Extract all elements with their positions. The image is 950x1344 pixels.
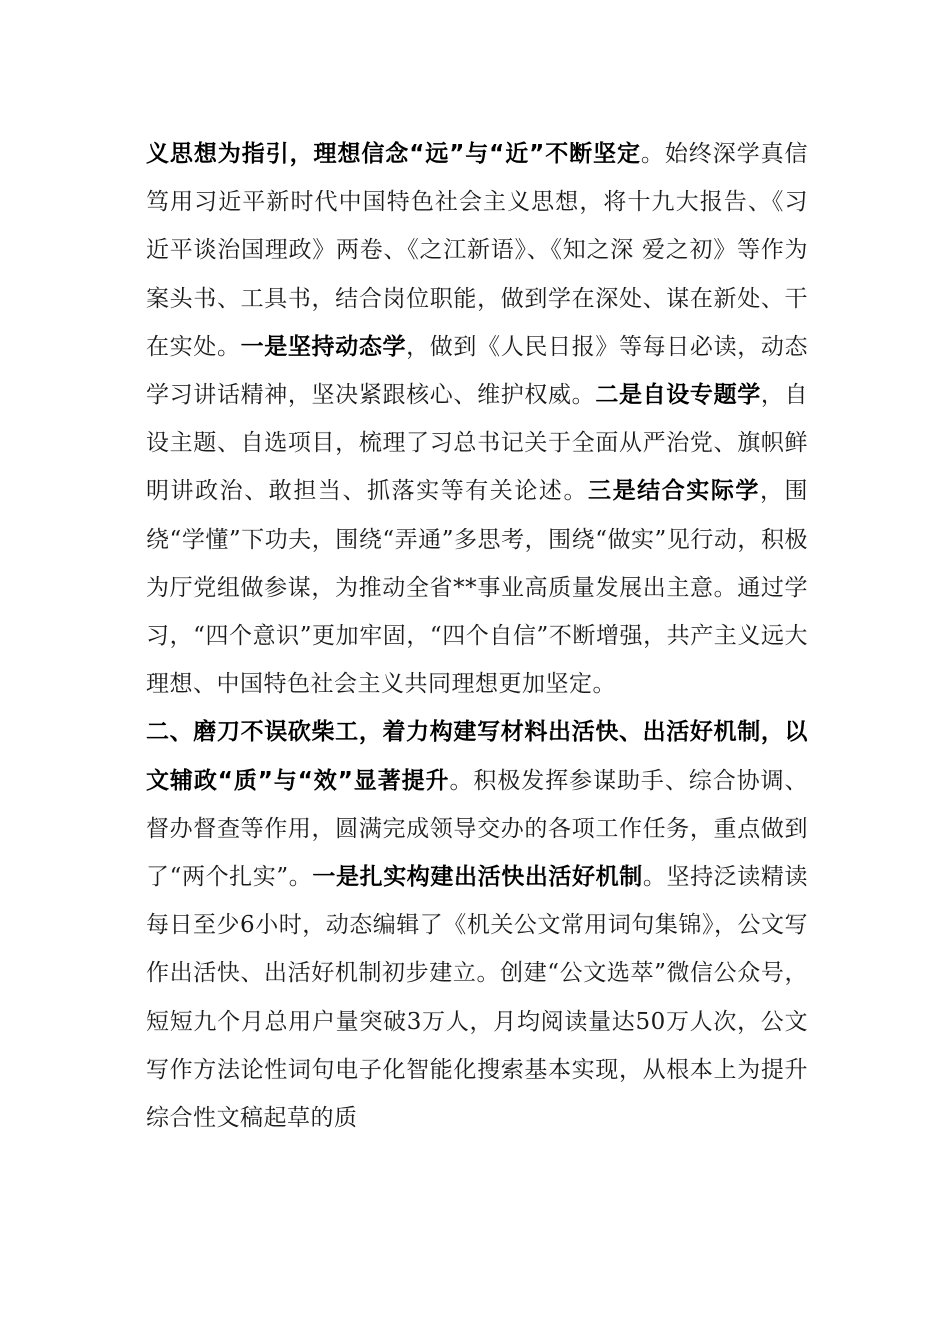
heading-continuation: 义思想为指引，理想信念“远”与“近”不断坚定 [146, 141, 641, 167]
section-2-point-1-title: 一是扎实构建出活快出活好机制 [312, 864, 643, 891]
paragraph-1-intro: 。始终深学真信笃用习近平新时代中国特色社会主义思想，将十九大报告、《习近平谈治国理政》两卷、《之江新语》、《知之深 爱之初》等作为案头书、工具书，结合岗位职能，做到学在深处、谋在新处、干在实处。 [146, 141, 808, 360]
point-3-text: ，围绕“学懂”下功夫，围绕“弄通”多思考，围绕“做实”见行动，积极为厅党组做参谋，为推动全省**事业高质量发展出主意。通过学习，“四个意识”更加牢固，“四个自信”不断增强，共产主义远大理想、中国特色社会主义共同理想更加坚定。 [146, 478, 809, 698]
point-1-title: 一是坚持动态学 [240, 333, 407, 360]
point-1-text: ，做到《人民日报》等每日必读，动态学习讲话精神，坚决紧跟核心、维护权威。 [146, 333, 809, 409]
paragraph-2-intro: 。积极发挥参谋助手、综合协调、督办督查等作用，圆满完成领导交办的各项工作任务，重点做到了“两个扎实”。 [146, 767, 808, 891]
point-2-title: 二是自设专题学 [595, 382, 761, 409]
point-3-title: 三是结合实际学 [588, 478, 760, 505]
paragraph-2 [146, 708, 808, 1142]
paragraph-1 [146, 130, 808, 708]
section-heading-2: 二、磨刀不误砍柴工，着力构建写材料出活快、出活好机制，以文辅政“质”与“效”显著提升 [146, 719, 808, 794]
body-text [146, 130, 808, 1142]
section-2-point-1-text: 。坚持泛读精读每日至少6小时，动态编辑了《机关公文常用词句集锦》，公文写作出活快、出活好机制初步建立。创建“公文选萃”微信公众号，短短九个月总用户量突破3万人，月均阅读量达50万人次，公文写作方法论性词句电子化智能化搜索基本实现，从根本上为提升综合性文稿起草的质 [146, 864, 808, 1132]
point-2-text: ，自设主题、自选项目，梳理了习总书记关于全面从严治党、旗帜鲜明讲政治、敢担当、抓落实等有关论述。 [146, 382, 809, 505]
